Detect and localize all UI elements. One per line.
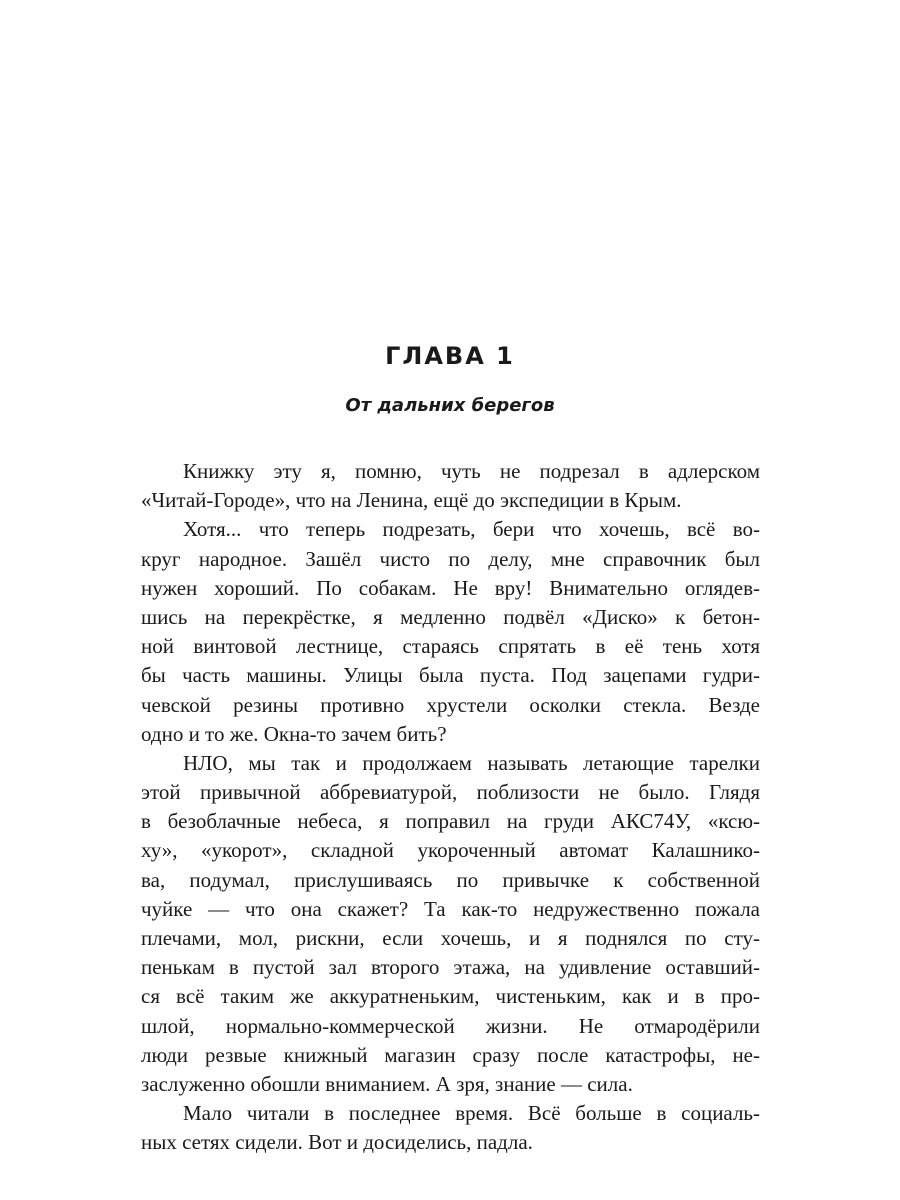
text-line: «Читай-Городе», что на Ленина, ещё до экспедиции в Крым. [141,488,682,513]
text-line: ных сетях сидели. Вот и досиделись, падла. [141,1130,533,1155]
text-line: чуйке — что она скажет? Та как-то недружественно пожала [141,896,760,921]
chapter-title: ГЛАВА 1 [385,342,515,370]
text-line: одно и то же. Окна-то зачем бить? [141,721,447,746]
text-line: Мало читали в последнее время. Всё больше в социаль- [183,1101,760,1126]
text-line: ва, подумал, прислушиваясь по привычке к собственной [141,867,760,892]
text-line: Хотя... что теперь подрезать, бери что хочешь, всё во- [183,517,760,542]
text-line: бы часть машины. Улицы была пуста. Под зацепами гудри- [141,663,760,688]
text-line: в безоблачные небеса, я поправил на груди АКС74У, «ксю- [141,809,760,834]
text-line: шись на перекрёстке, я медленно подвёл «Диско» к бетон- [141,604,760,629]
text-line: плечами, мол, рискни, если хочешь, и я поднялся по сту- [141,926,760,950]
text-line: чевской резины противно хрустели осколки стекла. Везде [141,692,760,717]
text-line: ху», «укорот», складной укороченный автомат Калашнико- [141,838,760,863]
text-line: НЛО, мы так и продолжаем называть летающие тарелки [183,750,760,775]
text-line: ся всё таким же аккуратненьким, чистеньким, как и в про- [141,984,760,1009]
text-line: круг народное. Зашёл чисто по делу, мне справочник был [141,546,760,571]
text-line: люди резвые книжный магазин сразу после катастрофы, не- [141,1042,760,1067]
chapter-subtitle: От дальних берегов [345,395,555,416]
text-line: Книжку эту я, помню, чуть не подрезал в адлерском [183,459,760,483]
text-line: заслуженно обошли вниманием. А зря, знание — сила. [141,1071,633,1096]
text-line: шлой, нормально-коммерческой жизни. Не отмародёрили [141,1013,760,1038]
chapter-body-text [141,457,760,1158]
text-line: пенькам в пустой зал второго этажа, на удивление оставший- [141,955,760,980]
text-line: нужен хороший. По собакам. Не вру! Внимательно оглядев- [141,575,760,600]
text-line: ной винтовой лестнице, стараясь спрятать в её тень хотя [141,634,760,659]
text-line: этой привычной аббревиатурой, поблизости не было. Глядя [141,780,760,805]
